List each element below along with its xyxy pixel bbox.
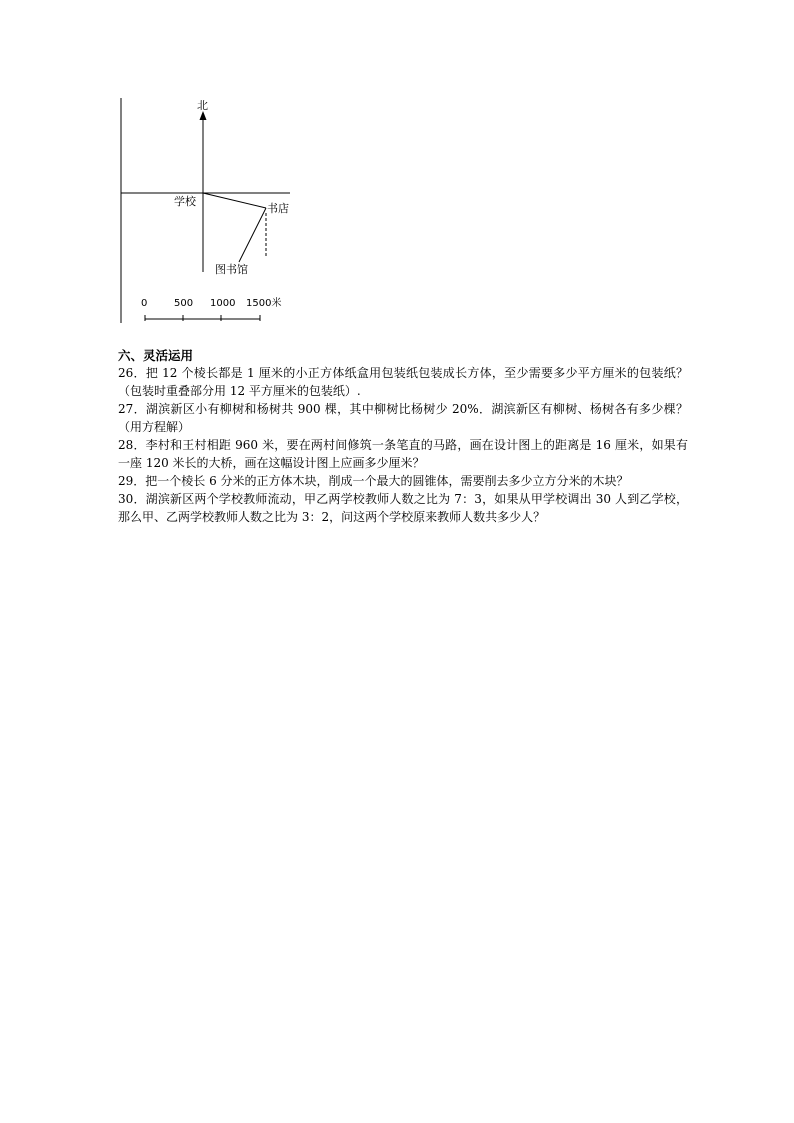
school-label: 学校	[174, 195, 196, 208]
flexible-application-section	[118, 347, 688, 526]
scale-label-500: 500	[174, 298, 194, 309]
north-label: 北	[197, 99, 208, 112]
north-arrow-icon	[200, 111, 207, 120]
map-drawing	[0, 0, 794, 340]
question-26: 26．把 12 个棱长都是 1 厘米的小正方体纸盒用包装纸包装成长方体，至少需要多少平方厘米的包装纸？（包装时重叠部分用 12 平方厘米的包装纸）.	[118, 366, 688, 398]
scale-label-0: 0	[141, 298, 148, 309]
question-29: 29．把一个棱长 6 分米的正方体木块，削成一个最大的圆锥体，需要削去多少立方分米的木块？	[118, 474, 629, 488]
section-title: 六、灵活运用	[118, 348, 194, 363]
question-27: 27．湖滨新区小有柳树和杨树共 900 棵，其中柳树比杨树少 20%．湖滨新区有柳树、杨树各有多少棵？（用方程解）	[118, 402, 688, 434]
direction-map-figure	[0, 0, 794, 340]
scale-label-1500: 1500米	[246, 298, 282, 309]
bookstore-to-library-line	[239, 208, 266, 262]
scale-label-1000: 1000	[210, 298, 236, 309]
question-28: 28．李村和王村相距 960 米，要在两村间修筑一条笔直的马路，画在设计图上的距离是 16 厘米，如果有一座 120 米长的大桥，画在这幅设计图上应画多少厘米？	[118, 438, 688, 470]
school-to-bookstore-line	[203, 193, 266, 208]
bookstore-label: 书店	[267, 202, 289, 215]
question-30: 30．湖滨新区两个学校教师流动，甲乙两学校教师人数之比为 7：3，如果从甲学校调出 30 人到乙学校，那么甲、乙两学校教师人数之比为 3：2，问这两个学校原来教师人数共多少人？	[118, 492, 688, 524]
library-label: 图书馆	[215, 263, 248, 276]
